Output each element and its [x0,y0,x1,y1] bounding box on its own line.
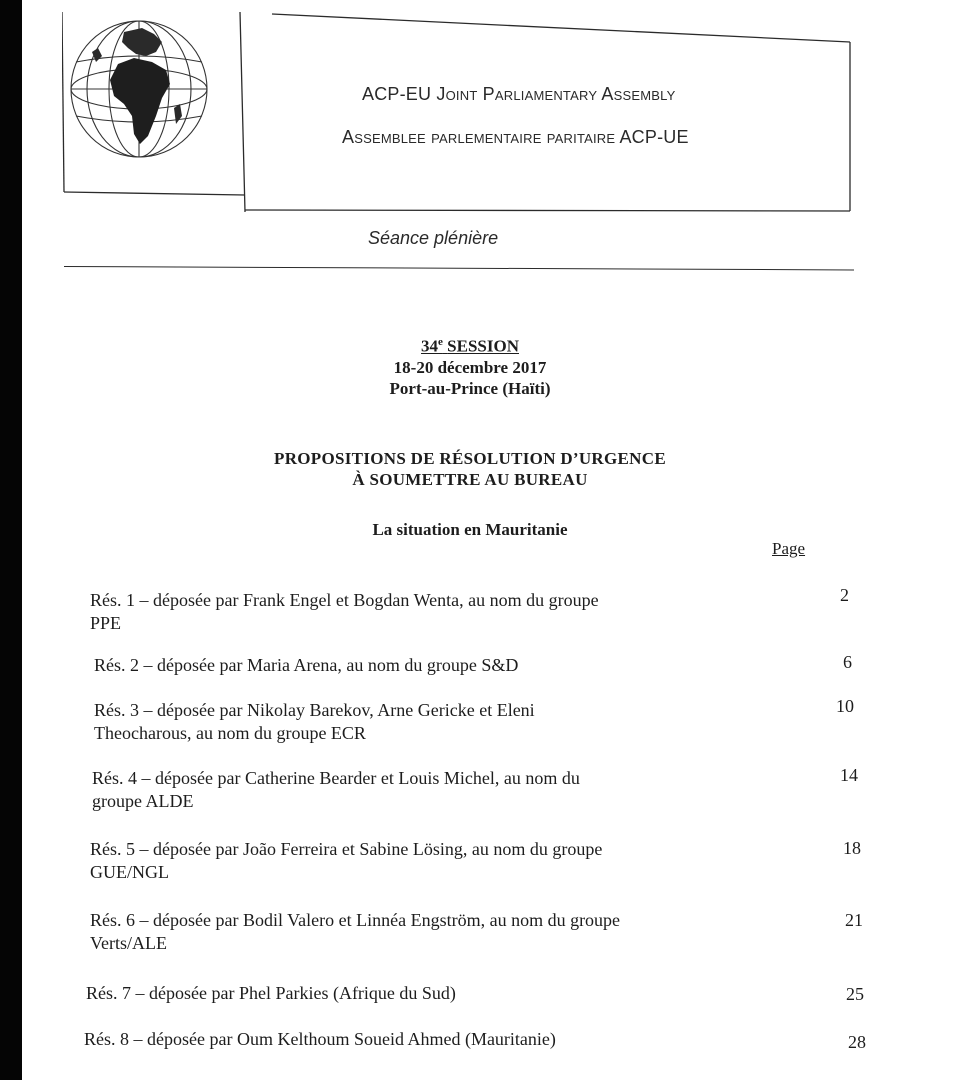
resolution-line: Rés. 2 – déposée par Maria Arena, au nom du groupe S&D [94,655,519,675]
resolution-line: Verts/ALE [90,933,167,953]
resolution-7 [86,982,726,1005]
separator-rule [64,266,854,270]
resolution-line: GUE/NGL [90,862,169,882]
session-word: SESSION [447,336,519,356]
session-dates: 18-20 décembre 2017 [393,357,547,377]
globe-logo-icon [62,12,216,166]
seance-label: Séance plénière [368,228,499,248]
resolution-3 [94,699,734,745]
resolution-line: groupe ALDE [92,791,194,811]
letterhead [62,12,852,214]
resolution-2 [94,654,734,677]
resolution-2-page: 6 [843,652,852,672]
session-info [0,332,940,399]
session-title [0,332,940,357]
document-subject: La situation en Mauritanie [372,520,568,539]
resolution-4-page: 14 [840,765,858,785]
resolution-line: Rés. 4 – déposée par Catherine Bearder et Louis Michel, au nom du [92,768,580,788]
resolution-line: Rés. 5 – déposée par João Ferreira et Sabine Lösing, au nom du groupe [90,839,603,859]
session-place: Port-au-Prince (Haïti) [389,378,551,398]
assembly-name-fr: Assemblee parlementaire paritaire ACP-UE [342,127,689,147]
title-line-1: PROPOSITIONS DE RÉSOLUTION D’URGENCE [274,449,666,468]
session-suffix: e [438,336,443,348]
resolution-8 [84,1028,724,1051]
resolution-5 [90,838,730,884]
resolution-3-page: 10 [836,696,854,716]
resolution-6 [90,909,730,955]
assembly-name-en: ACP-EU Joint Parliamentary Assembly [362,84,676,104]
resolution-8-page: 28 [848,1032,866,1052]
page-column-header: Page [772,539,806,558]
title-line-2: À SOUMETTRE AU BUREAU [352,470,588,489]
resolution-1 [90,589,730,635]
resolution-line: Theocharous, au nom du groupe ECR [94,723,366,743]
resolution-line: Rés. 8 – déposée par Oum Kelthoum Soueid Ahmed (Mauritanie) [84,1029,556,1049]
resolution-7-page: 25 [846,984,864,1004]
scan-left-edge [0,0,22,1080]
resolution-1-page: 2 [840,585,849,605]
session-number: 34 [421,336,439,356]
resolution-6-page: 21 [845,910,863,930]
document-title [0,448,940,490]
resolution-4 [92,767,732,813]
resolution-5-page: 18 [843,838,861,858]
resolution-line: Rés. 1 – déposée par Frank Engel et Bogdan Wenta, au nom du groupe [90,590,599,610]
resolution-line: Rés. 3 – déposée par Nikolay Barekov, Arne Gericke et Eleni [94,700,535,720]
resolution-line: Rés. 7 – déposée par Phel Parkies (Afrique du Sud) [86,983,456,1003]
resolution-line: Rés. 6 – déposée par Bodil Valero et Linnéa Engström, au nom du groupe [90,910,621,930]
resolution-line: PPE [90,613,122,633]
